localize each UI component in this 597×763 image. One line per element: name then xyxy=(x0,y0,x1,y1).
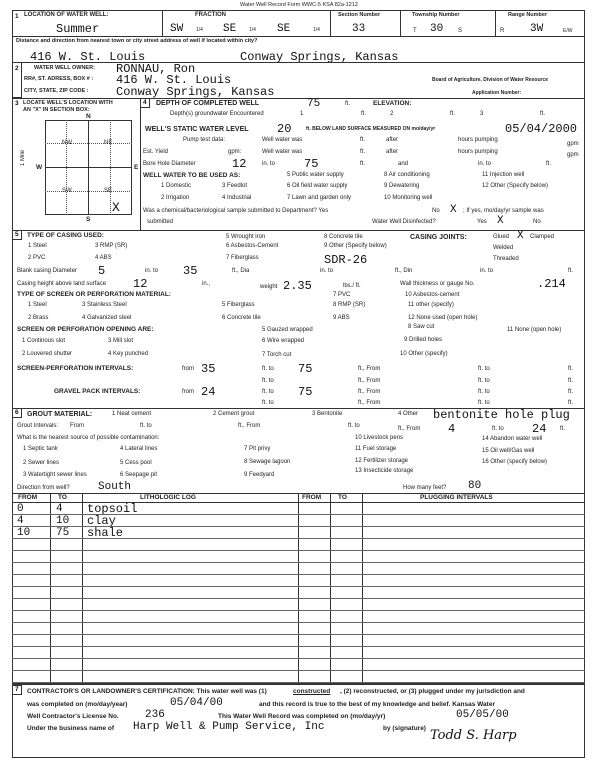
grout-to-value: 24 xyxy=(532,422,547,436)
source-2: 2 Sewer lines xyxy=(23,460,60,466)
sp-ft: ft. xyxy=(568,366,574,372)
cert-constructed: constructed xyxy=(293,688,331,695)
blank-diameter-value: 5 xyxy=(98,264,106,278)
source-13: 13 Insecticide storage xyxy=(355,468,414,474)
est-yield-label: Est. Yield xyxy=(143,149,169,155)
sp-ft-from-2: ft., From xyxy=(358,378,381,384)
pump-gpm-1: gpm xyxy=(567,141,579,147)
quadrant-sw: SW xyxy=(62,188,72,194)
quarter-1: 1/4 xyxy=(196,27,203,33)
opening-7: 7 Torch cut xyxy=(262,352,292,358)
chem-label: Was a chemical/bacteriological sample submitted to Department? Yes xyxy=(143,208,329,214)
log-ruled-line xyxy=(12,538,585,539)
elevation-label: ELEVATION: xyxy=(373,100,412,107)
use-1: 1 Domestic xyxy=(161,183,192,189)
pump-hours-2: hours pumping xyxy=(458,149,498,155)
use-8: 8 Air conditioning xyxy=(384,172,430,178)
owner-city-value: Conway Springs, Kansas xyxy=(116,85,275,99)
log-row-from: 10 xyxy=(17,527,31,539)
bore-ft: ft. xyxy=(360,161,366,167)
bore-ft-2: ft. xyxy=(546,161,552,167)
section-3-number: 3 xyxy=(15,100,19,107)
use-11: 11 Injection well xyxy=(482,172,525,178)
grout-material-label: GROUT MATERIAL: xyxy=(27,411,93,418)
grout-other-value: bentonite hole plug xyxy=(433,408,570,422)
opening-11: 11 None (open hole) xyxy=(507,327,562,333)
log-row-desc: shale xyxy=(87,526,124,540)
joint-glued: Glued xyxy=(493,234,510,240)
source-10: 10 Livestock pens xyxy=(355,435,404,441)
cert-line-2b: and this record is true to the best of my knowledge and belief. Kansas Water xyxy=(259,701,495,708)
locate-label-2: AN "X" IN SECTION BOX: xyxy=(23,107,90,113)
gp-from-value: 24 xyxy=(201,385,216,399)
source-15: 15 Oil well/Gas well xyxy=(482,448,535,454)
sp-ft-to-3: ft. to xyxy=(262,378,274,384)
weight-value: 2.35 xyxy=(283,279,312,293)
use-3: 3 Feedlot xyxy=(222,183,248,189)
log-ruled-line xyxy=(12,514,585,515)
source-14: 14 Abandon water well xyxy=(482,436,543,442)
joint-welded: Welded xyxy=(493,245,514,251)
casing-9: 9 Other (Specify below) xyxy=(324,243,387,249)
source-6: 6 Seepage pit xyxy=(120,472,158,478)
log-to-header-2: TO xyxy=(338,494,347,501)
grout-ft-to-1: ft. to xyxy=(140,423,152,429)
use-label: WELL WATER TO BE USED AS: xyxy=(143,172,241,179)
source-7: 7 Pit privy xyxy=(244,446,271,452)
log-ruled-line xyxy=(12,562,585,563)
grout-1: 1 Neat cement xyxy=(112,411,152,417)
location-x-mark: X xyxy=(112,200,120,215)
opening-4: 4 Key punched xyxy=(108,351,149,357)
gp-from: from xyxy=(182,389,194,395)
use-6: 6 Oil field water supply xyxy=(287,183,348,189)
casing-8: 8 Concrete tile xyxy=(324,234,363,240)
use-2: 2 Irrigation xyxy=(161,195,190,201)
screen-9: 9 ABS xyxy=(333,315,350,321)
grout-from-1: From xyxy=(70,423,84,429)
use-9: 9 Dewatering xyxy=(384,183,420,189)
source-16: 16 Other (specify below) xyxy=(482,459,548,465)
screen-intervals-label: SCREEN-PERFORATION INTERVALS: xyxy=(17,365,134,372)
contamination-label: What is the nearest source of possible contamination: xyxy=(17,435,160,441)
bore-and: and xyxy=(398,161,409,167)
use-4: 4 Industrial xyxy=(222,195,252,201)
blank-ft-dia-2: ft., Din xyxy=(395,268,413,274)
casing-4: 4 ABS xyxy=(95,255,112,261)
log-ruled-line xyxy=(12,634,585,635)
log-row-from: 0 xyxy=(17,503,24,515)
sp-ft-from: ft., From xyxy=(358,366,381,372)
bore-in-to: in. to xyxy=(262,161,276,167)
screen-11: 11 other (specify) xyxy=(408,302,454,308)
gp-ft-2: ft. xyxy=(568,400,574,406)
cert-line-1b: , (2) reconstructed, or (3) plugged under my jurisdiction and xyxy=(340,688,525,695)
grout-ft-from-2: ft., From xyxy=(398,426,421,432)
gp-ft-to-2: ft. to xyxy=(478,389,490,395)
range-value: 3W xyxy=(530,23,544,35)
opening-2: 2 Louvered shutter xyxy=(22,351,73,357)
gw-ft-1: ft. xyxy=(361,111,367,117)
blank-ft: ft. xyxy=(568,268,574,274)
cert-line-3b: This Water Well Record was completed on (mo/day/yr) xyxy=(218,713,386,720)
source-11: 11 Fuel storage xyxy=(355,446,397,452)
cert-line-4a: Under the business name of xyxy=(27,725,115,732)
compass-n: N xyxy=(86,113,91,120)
chem-tail: ; If yes, mo/day/yr sample was xyxy=(463,208,544,214)
section-5-number: 5 xyxy=(15,231,19,238)
cert-line-1a: CONTRACTOR'S OR LANDOWNER'S CERTIFICATION: This water well was (1) xyxy=(27,688,267,695)
bore-value: 12 xyxy=(232,157,247,171)
grout-ft-from-1: ft., From xyxy=(238,423,261,429)
log-ruled-line xyxy=(12,610,585,611)
grout-4: 4 Other xyxy=(398,411,419,417)
log-ruled-line xyxy=(12,598,585,599)
log-ruled-line xyxy=(12,670,585,671)
quarter-2: 1/4 xyxy=(249,27,256,33)
use-7: 7 Lawn and garden only xyxy=(287,195,352,201)
blank-in-to-2: in. to xyxy=(320,268,334,274)
log-ruled-line xyxy=(12,658,585,659)
township-s: S xyxy=(458,28,463,34)
opening-8: 8 Saw cut xyxy=(408,324,435,330)
quadrant-se: SE xyxy=(104,188,113,194)
application-number-label: Application Number: xyxy=(472,90,522,96)
log-row-to: 75 xyxy=(56,527,70,539)
opening-6: 6 Wire wrapped xyxy=(262,338,305,344)
grout-2: 2 Cement grout xyxy=(213,411,255,417)
gw-3: 3 xyxy=(480,111,484,117)
bore-in-to-2: in. to xyxy=(478,161,492,167)
township-value: 30 xyxy=(430,23,444,35)
wall-label: Wall thickness or gauge No. xyxy=(400,281,475,287)
compass-w: W xyxy=(36,164,43,171)
casing-1: 1 Steel xyxy=(28,243,47,249)
screen-4: 4 Galvanized steel xyxy=(82,315,132,321)
section-1-number: 1 xyxy=(15,13,19,20)
grout-ft: ft. xyxy=(560,426,566,432)
city-value: Conway Springs, Kansas xyxy=(240,50,399,64)
depth-label: DEPTH OF COMPLETED WELL xyxy=(156,100,260,107)
source-1: 1 Septic tank xyxy=(23,446,58,452)
cert-line-4b: by (signature) xyxy=(383,725,426,732)
screen-2: 2 Brass xyxy=(28,315,49,321)
mile-label: 1 Mile xyxy=(20,150,26,167)
casing-joints-label: CASING JOINTS: xyxy=(410,234,467,241)
source-12: 12 Fertilizer storage xyxy=(355,458,409,464)
log-to-header: TO xyxy=(58,494,67,501)
sp-ft-to-2: ft. to xyxy=(478,366,490,372)
gp-ft-from: ft., From xyxy=(358,389,381,395)
casing-height-in: in., xyxy=(202,281,211,287)
static-date-value: 05/04/2000 xyxy=(505,122,578,136)
chem-x: X xyxy=(450,204,457,216)
fraction-2: SE xyxy=(223,23,237,35)
joint-x: X xyxy=(517,230,524,242)
log-ruled-line xyxy=(12,526,585,527)
gp-to-value: 75 xyxy=(298,385,313,399)
quadrant-nw: NW xyxy=(62,140,72,146)
blank-to-value: 35 xyxy=(183,264,198,278)
cert-line-3a: Well Contractor's License No. xyxy=(27,713,119,720)
opening-label: SCREEN OR PERFORATION OPENING ARE: xyxy=(17,326,154,333)
pump-ft-2: ft. xyxy=(360,149,366,155)
casing-5: 5 Wrought iron xyxy=(226,234,266,240)
use-5: 5 Public water supply xyxy=(287,172,344,178)
owner-address-value: 416 W. St. Louis xyxy=(116,73,232,87)
bore-to-value: 75 xyxy=(304,157,319,171)
joint-threaded: Threaded xyxy=(493,256,519,262)
owner-city-label: CITY, STATE, ZIP CODE : xyxy=(24,88,89,94)
use-12: 12 Other (Specify below) xyxy=(482,183,549,189)
grout-intervals-label: Grout Intervals: xyxy=(17,423,59,429)
log-row-desc: clay xyxy=(87,514,116,528)
gw-2: 2 xyxy=(390,111,394,117)
screen-3: 3 Stainless Steel xyxy=(82,302,127,308)
sp-from: from xyxy=(182,366,194,372)
owner-address-label: RR#, ST. ADRESS, BOX # : xyxy=(24,76,94,82)
signature: Todd S. Harp xyxy=(430,728,517,743)
township-label: Township Number xyxy=(412,12,460,18)
pump-after-1: after xyxy=(386,137,399,143)
screen-12: 12 None used (open hole) xyxy=(408,315,478,321)
owner-value: RONNAU, Ron xyxy=(116,62,196,76)
section-6-number: 6 xyxy=(15,409,19,416)
use-10: 10 Monitoring well xyxy=(384,195,433,201)
log-row-from: 4 xyxy=(17,515,24,527)
log-ruled-line xyxy=(12,646,585,647)
sp-to-value: 75 xyxy=(298,362,313,376)
pump-after-2: after xyxy=(386,149,399,155)
blank-in-to-3: in. to xyxy=(480,268,494,274)
opening-9: 9 Drilled holes xyxy=(404,337,443,343)
form-title: Water Well Record Form WWC-5 KSA 82a-1212 xyxy=(240,2,358,8)
depth-value: 75 xyxy=(307,98,321,110)
bore-label: Bore Hole Diameter xyxy=(143,161,196,167)
fraction-3: SE xyxy=(277,23,291,35)
direction-value: South xyxy=(98,481,132,493)
screen-8: 8 RMP (SR) xyxy=(333,302,366,308)
chem-no: No xyxy=(432,208,440,214)
range-ew: E/W xyxy=(563,28,573,34)
casing-7: 7 Fiberglass xyxy=(226,255,259,261)
static-level-label: WELL'S STATIC WATER LEVEL xyxy=(145,126,249,133)
opening-1: 1 Continous slot xyxy=(22,338,66,344)
board-text: Board of Agriculture, Division of Water Resource xyxy=(432,77,549,83)
disinfected-x: X xyxy=(497,215,504,227)
screen-type-label: TYPE OF SCREEN OR PERFORATION MATERIAL: xyxy=(17,291,171,298)
section-2-number: 2 xyxy=(15,65,19,72)
grout-3: 3 Bentonite xyxy=(312,411,343,417)
distance-label: Distance and direction from nearest town or city street address of well if located within city? xyxy=(16,38,258,44)
gw-ft-3: ft. xyxy=(540,111,546,117)
source-5: 5 Cess pool xyxy=(120,460,152,466)
section-number-value: 33 xyxy=(352,23,366,35)
cert-line-2a: was completed on (mo/day/year) xyxy=(27,701,128,708)
casing-height-value: 12 xyxy=(133,277,148,291)
locate-label-1: LOCATE WELL'S LOCATION WITH xyxy=(23,100,113,106)
log-ruled-line xyxy=(12,586,585,587)
quarter-3: 1/4 xyxy=(313,27,320,33)
gp-ft-to-3: ft. to xyxy=(262,400,274,406)
casing-2: 2 PVC xyxy=(28,255,46,261)
gw-ft-2: ft. xyxy=(450,111,456,117)
opening-10: 10 Other (specify) xyxy=(400,351,448,357)
fraction-label: FRACTION xyxy=(195,12,226,18)
sp-ft-to: ft. to xyxy=(262,366,274,372)
county-value: Summer xyxy=(56,22,100,36)
casing-6: 6 Asbestos-Cement xyxy=(226,243,279,249)
screen-6: 6 Concrete tile xyxy=(222,315,261,321)
est-yield-gpm: gpm: xyxy=(228,149,242,155)
blank-diameter-label: Blank casing Diameter xyxy=(17,268,78,274)
compass-s: S xyxy=(86,216,91,223)
gp-ft-from-2: ft., From xyxy=(358,400,381,406)
screen-1: 1 Steel xyxy=(28,302,47,308)
gravel-pack-label: GRAVEL PACK INTERVALS: xyxy=(54,388,141,395)
disinfected-no: No xyxy=(533,219,541,225)
section-7-number: 7 xyxy=(15,686,19,693)
source-4: 4 Lateral lines xyxy=(120,446,158,452)
log-from-header-2: FROM xyxy=(302,494,322,501)
grout-from-value: 4 xyxy=(448,422,456,436)
source-8: 8 Sewage lagoon xyxy=(244,459,291,465)
screen-5: 5 Fiberglass xyxy=(222,302,255,308)
log-row-to: 4 xyxy=(56,503,63,515)
opening-3: 3 Mill slot xyxy=(108,338,134,344)
gp-ft: ft. xyxy=(568,389,574,395)
pump-gpm-2: gpm xyxy=(567,152,579,158)
feet-value: 80 xyxy=(468,480,482,492)
source-9: 9 Feedyard xyxy=(244,472,275,478)
log-from-header: FROM xyxy=(18,494,38,501)
feet-label: How many feet? xyxy=(403,485,447,491)
range-label: Range Number xyxy=(508,12,548,18)
depth-ft: ft. xyxy=(345,101,351,107)
fraction-1: SW xyxy=(170,23,184,35)
section-number-label: Section Number xyxy=(338,12,381,18)
static-level-value: 20 xyxy=(277,122,292,136)
opening-5: 5 Gauzed wrapped xyxy=(262,327,313,333)
joint-clamped: Clamped xyxy=(530,234,555,240)
pump-ww-1: Well water was xyxy=(262,137,303,143)
gw-1: 1 xyxy=(300,111,304,117)
pump-ft-1: ft. xyxy=(360,137,366,143)
log-ruled-line xyxy=(12,622,585,623)
gp-ft-to-4: ft. to xyxy=(478,400,490,406)
township-t: T xyxy=(413,28,417,34)
pump-ww-2: Well water was xyxy=(262,149,303,155)
gp-ft-to: ft. to xyxy=(262,389,274,395)
casing-other-value: SDR-26 xyxy=(324,253,368,267)
section-4-number: 4 xyxy=(143,99,147,106)
blank-in-to: in. to xyxy=(145,268,159,274)
static-level-tail: ft. BELOW LAND SURFACE MEASURED ON mo/day/yr xyxy=(306,126,436,132)
license-value: 236 xyxy=(145,709,165,721)
owner-label: WATER WELL OWNER: xyxy=(34,65,95,71)
disinfected-label: Water Well Disinfected? xyxy=(372,219,436,225)
record-date-value: 05/05/00 xyxy=(456,709,509,721)
log-litho-header: LITHOLOGIC LOG xyxy=(140,494,196,501)
log-row-desc: topsoil xyxy=(87,502,138,516)
plugging-header: PLUGGING INTERVALS xyxy=(420,494,493,501)
grout-ft-to-2: ft. to xyxy=(348,423,360,429)
quadrant-ne: NE xyxy=(104,140,113,146)
disinfected-yes: Yes xyxy=(477,219,487,225)
blank-ft-dia: ft., Dia xyxy=(232,268,250,274)
compass-e: E xyxy=(134,164,139,171)
log-row-to: 10 xyxy=(56,515,70,527)
casing-3: 3 RMP (SR) xyxy=(95,243,128,249)
address-value: 416 W. St. Louis xyxy=(30,50,146,64)
wall-value: .214 xyxy=(537,277,566,291)
log-ruled-line xyxy=(12,574,585,575)
casing-height-label: Casing height above land surface xyxy=(17,281,107,287)
screen-10: 10 Asbestos-cement xyxy=(405,292,460,298)
submitted-label: submitted xyxy=(147,219,174,225)
screen-7: 7 PVC xyxy=(333,292,351,298)
pump-test-label: Pump test data: xyxy=(183,137,226,143)
casing-type-label: TYPE OF CASING USED: xyxy=(27,232,104,239)
completed-date-value: 05/04/00 xyxy=(170,697,223,709)
location-label: LOCATION OF WATER WELL: xyxy=(24,12,109,18)
weight-label: weight xyxy=(260,284,278,290)
business-name-value: Harp Well & Pump Service, Inc xyxy=(133,721,325,733)
grout-ft-to-3: ft. to xyxy=(492,426,504,432)
source-3: 3 Watertight sewer lines xyxy=(23,472,87,478)
sp-from-value: 35 xyxy=(201,362,216,376)
log-ruled-line xyxy=(12,550,585,551)
groundwater-label: Depth(s) groundwater Encountered xyxy=(170,111,264,117)
pump-hours-1: hours pumping xyxy=(458,137,498,143)
sp-ft-2: ft. xyxy=(568,378,574,384)
weight-unit: lbs./ ft. xyxy=(343,283,361,289)
range-r: R xyxy=(500,28,505,34)
sp-ft-to-4: ft. to xyxy=(478,378,490,384)
direction-label: Direction from well? xyxy=(17,485,70,491)
